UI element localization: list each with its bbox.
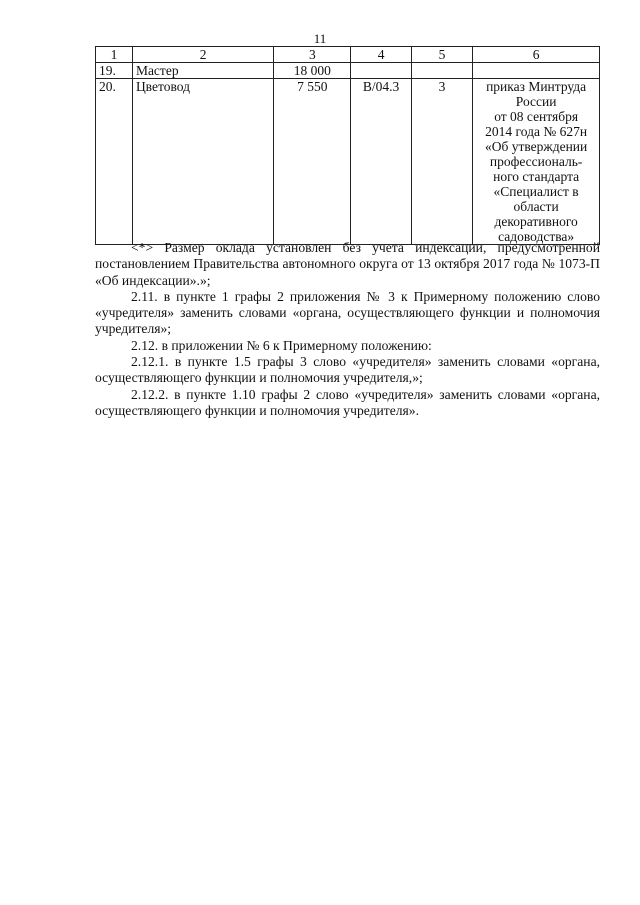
- legal-basis: [473, 79, 600, 245]
- table-row: [96, 63, 600, 79]
- header-col-1: 1: [96, 47, 133, 63]
- salary-value: 7 550: [274, 79, 351, 245]
- qualification-level: 3: [411, 79, 472, 245]
- header-col-4: 4: [351, 47, 411, 63]
- table-row: [96, 79, 600, 245]
- salary-value: 18 000: [274, 63, 351, 79]
- legal-basis-line: 2014 года № 627н: [485, 124, 588, 139]
- legal-basis-line: декоративного: [494, 214, 578, 229]
- document-body: [95, 240, 600, 419]
- legal-basis-line: ного стандарта: [493, 169, 580, 184]
- legal-basis-line: «Об утверждении: [484, 139, 588, 154]
- legal-basis: [473, 63, 600, 79]
- header-col-2: 2: [132, 47, 273, 63]
- header-col-3: 3: [274, 47, 351, 63]
- amendment-paragraph: 2.12. в приложении № 6 к Примерному положению:: [131, 337, 432, 353]
- function-code: [351, 63, 411, 79]
- salary-table: [95, 46, 600, 245]
- row-number: 19.: [96, 63, 133, 79]
- position-name: Цветовод: [132, 79, 273, 245]
- qualification-level: [411, 63, 472, 79]
- page-number: 11: [313, 31, 327, 46]
- amendment-paragraph: 2.12.1. в пункте 1.5 графы 3 слово «учредителя» заменить словами «органа, осуществляющего функции и полномочия учредителя,»;: [95, 354, 600, 386]
- position-name: Мастер: [132, 63, 273, 79]
- amendment-paragraph: 2.11. в пункте 1 графы 2 приложения № 3 к Примерному положению слово «учредителя» заменить словами «органа, осуществляющего функции и полномочия учредителя»;: [95, 288, 600, 337]
- legal-basis-line: профессиональ-: [489, 154, 583, 169]
- table-header-row: [96, 47, 600, 63]
- function-code: В/04.3: [351, 79, 411, 245]
- header-col-6: 6: [473, 47, 600, 63]
- legal-basis-line: области: [513, 199, 559, 214]
- amendment-paragraph: 2.12.2. в пункте 1.10 графы 2 слово «учредителя» заменить словами «органа, осуществляющего функции и полномочия учредителя».: [95, 386, 600, 418]
- legal-basis-line: «Специалист в: [493, 184, 579, 199]
- header-col-5: 5: [411, 47, 472, 63]
- legal-basis-line: России: [515, 94, 557, 109]
- legal-basis-line: приказ Минтруда: [486, 79, 587, 94]
- legal-basis-line: от 08 сентября: [494, 109, 579, 124]
- row-number: 20.: [96, 79, 133, 245]
- footnote-paragraph: <*> Размер оклада установлен без учета индексации, предусмотренной постановлением Правительства автономного округа от 13 октября 2017 года № 1073-П «Об индексации».»;: [95, 240, 600, 288]
- legal-basis-line: садоводства»: [498, 229, 575, 244]
